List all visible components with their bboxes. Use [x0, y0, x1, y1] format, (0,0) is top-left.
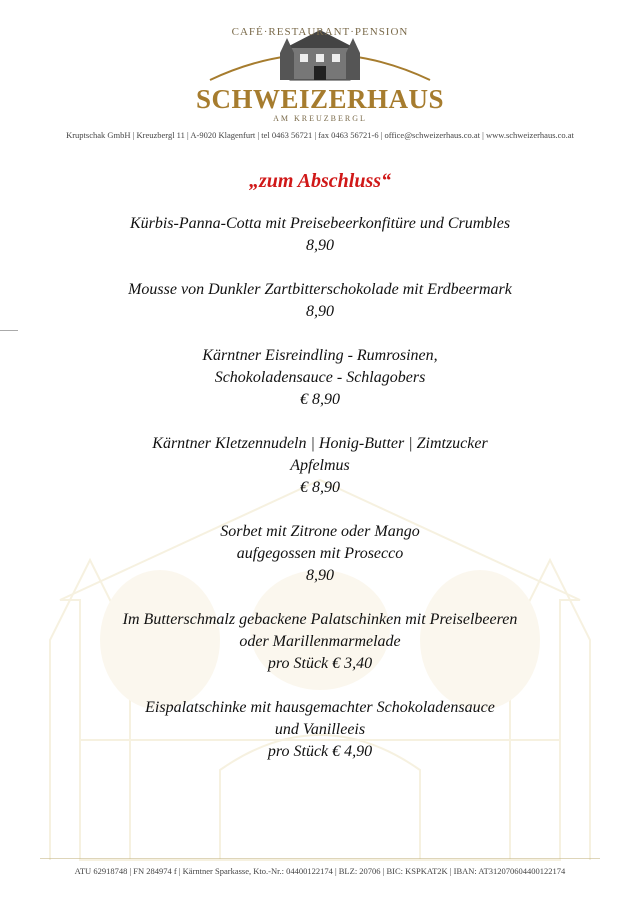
menu-title: „zum Abschluss“ — [248, 170, 392, 192]
menu-item-price: € 8,90 — [300, 391, 340, 408]
menu-item-price: 8,90 — [306, 303, 334, 320]
footer-divider — [40, 858, 600, 859]
menu-item-line: Eispalatschinke mit hausgemachter Schokoladensauce — [145, 699, 495, 716]
menu-item — [0, 279, 640, 323]
menu-item-line: Kärntner Kletzennudeln | Honig-Butter | Zimtzucker — [152, 435, 488, 452]
menu-item-price: 8,90 — [306, 237, 334, 254]
menu-item — [0, 521, 640, 587]
menu-item-price: pro Stück € 3,40 — [267, 655, 373, 672]
menu-item-line: und Vanilleeis — [274, 721, 366, 738]
menu-item-line: Sorbet mit Zitrone oder Mango — [220, 523, 420, 540]
menu-item-price: 8,90 — [306, 567, 334, 584]
menu-item — [0, 609, 640, 675]
house-logo-icon — [205, 8, 435, 88]
restaurant-name: SCHWEIZERHAUS — [195, 84, 445, 114]
dessert-menu — [0, 170, 640, 785]
logo-tagline: CAFÉ·RESTAURANT·PENSION — [231, 26, 409, 38]
menu-item-line: Kärntner Eisreindling - Rumrosinen, — [202, 347, 438, 364]
contact-info: Kruptschak GmbH | Kreuzbergl 11 | A-9020 Klagenfurt | tel 0463 56721 | fax 0463 56721-6 | office@schweizerhaus.co.at | www.schweizerhaus.co.at — [66, 130, 574, 140]
restaurant-subname: AM KREUZBERGL — [273, 114, 367, 123]
menu-item — [0, 697, 640, 763]
menu-item — [0, 213, 640, 257]
menu-item-line: oder Marillenmarmelade — [239, 633, 401, 650]
menu-item-line: aufgegossen mit Prosecco — [236, 545, 404, 562]
menu-item-line: Mousse von Dunkler Zartbitterschokolade mit Erdbeermark — [128, 281, 512, 298]
menu-item — [0, 433, 640, 499]
logo — [0, 0, 640, 128]
bank-info: ATU 62918748 | FN 284974 f | Kärntner Sparkasse, Kto.-Nr.: 04400122174 | BLZ: 20706 | BIC: KSPKAT2K | IBAN: AT312070604400122174 — [74, 866, 566, 876]
menu-items — [0, 213, 640, 763]
menu-item-line: Schokoladensauce - Schlagobers — [214, 369, 426, 386]
menu-item-line: Kürbis-Panna-Cotta mit Preisebeerkonfitüre und Crumbles — [129, 215, 511, 232]
menu-item — [0, 345, 640, 411]
menu-item-price: € 8,90 — [300, 479, 340, 496]
menu-item-price: pro Stück € 4,90 — [267, 743, 373, 760]
menu-item-line: Im Butterschmalz gebackene Palatschinken mit Preiselbeeren — [122, 611, 518, 628]
menu-item-line: Apfelmus — [290, 457, 350, 474]
